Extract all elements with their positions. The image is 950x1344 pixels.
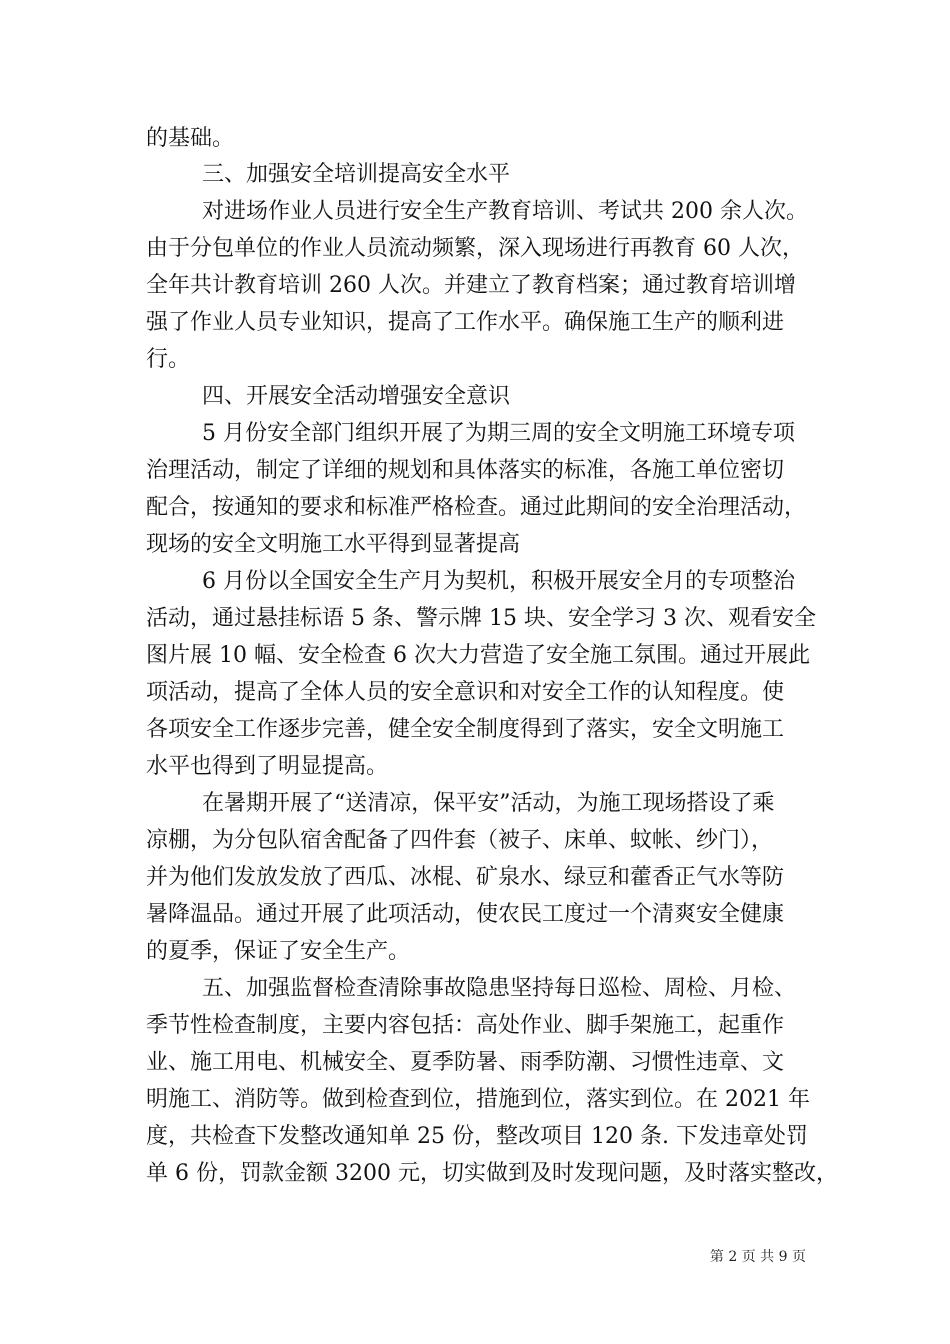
text-line: 由于分包单位的作业人员流动频繁，深入现场进行再教育 60 人次， [146,236,804,261]
text-line: 的基础。 [146,126,235,151]
text-line: 现场的安全文明施工水平得到显著提高 [146,532,521,557]
text-line: 水平也得到了明显提高。 [146,754,389,779]
section-heading-4: 四、开展安全活动增强安全意识 [202,384,511,409]
text-line: 在暑期开展了“送清凉，保平安”活动，为施工现场搭设了乘 [202,791,775,816]
text-line: 6 月份以全国安全生产月为契机，积极开展安全月的专项整治 [202,569,795,594]
text-line: 度，共检查下发整改通知单 25 份，整改项目 120 条. 下发违章处罚 [146,1124,808,1149]
text-line: 凉棚，为分包队宿舍配备了四件套（被子、床单、蚊帐、纱门）， [146,828,774,853]
text-line: 项活动，提高了全体人员的安全意识和对安全工作的认知程度。使 [146,680,785,705]
text-line: 对进场作业人员进行安全生产教育培训、考试共 200 余人次。 [202,199,808,224]
text-line: 各项安全工作逐步完善，健全安全制度得到了落实，安全文明施工 [146,717,785,742]
text-line: 强了作业人员专业知识，提高了工作水平。确保施工生产的顺利进 [146,310,785,335]
text-line: 治理活动，制定了详细的规划和具体落实的标准，各施工单位密切 [146,458,785,483]
text-line: 单 6 份，罚款金额 3200 元，切实做到及时发现问题，及时落实整改， [146,1161,838,1186]
text-line: 行。 [146,347,191,372]
text-line: 暑降温品。通过开展了此项活动，使农民工度过一个清爽安全健康 [146,902,785,927]
text-line: 5 月份安全部门组织开展了为期三周的安全文明施工环境专项 [202,421,795,446]
section-heading-3: 三、加强安全培训提高安全水平 [202,162,511,187]
section-heading-5: 五、加强监督检查清除事故隐患坚持每日巡检、周检、月检、 [202,976,797,1001]
text-line: 图片展 10 幅、安全检查 6 次大力营造了安全施工氛围。通过开展此 [146,643,810,668]
text-line: 活动，通过悬挂标语 5 条、警示牌 15 块、安全学习 3 次、观看安全 [146,606,816,631]
text-line: 季节性检查制度，主要内容包括：高处作业、脚手架施工，起重作 [146,1013,785,1038]
text-line: 全年共计教育培训 260 人次。并建立了教育档案；通过教育培训增 [146,273,796,298]
page-number-footer: 第 2 页 共 9 页 [709,1249,806,1265]
text-line: 明施工、消防等。做到检查到位，措施到位，落实到位。在 2021 年 [146,1087,810,1112]
text-line: 业、施工用电、机械安全、夏季防暑、雨季防潮、习惯性违章、文 [146,1050,785,1075]
text-line: 配合，按通知的要求和标准严格检查。通过此期间的安全治理活动， [146,495,807,520]
text-line: 的夏季，保证了安全生产。 [146,939,411,964]
text-line: 并为他们发放发放了西瓜、冰棍、矿泉水、绿豆和藿香正气水等防 [146,865,785,890]
